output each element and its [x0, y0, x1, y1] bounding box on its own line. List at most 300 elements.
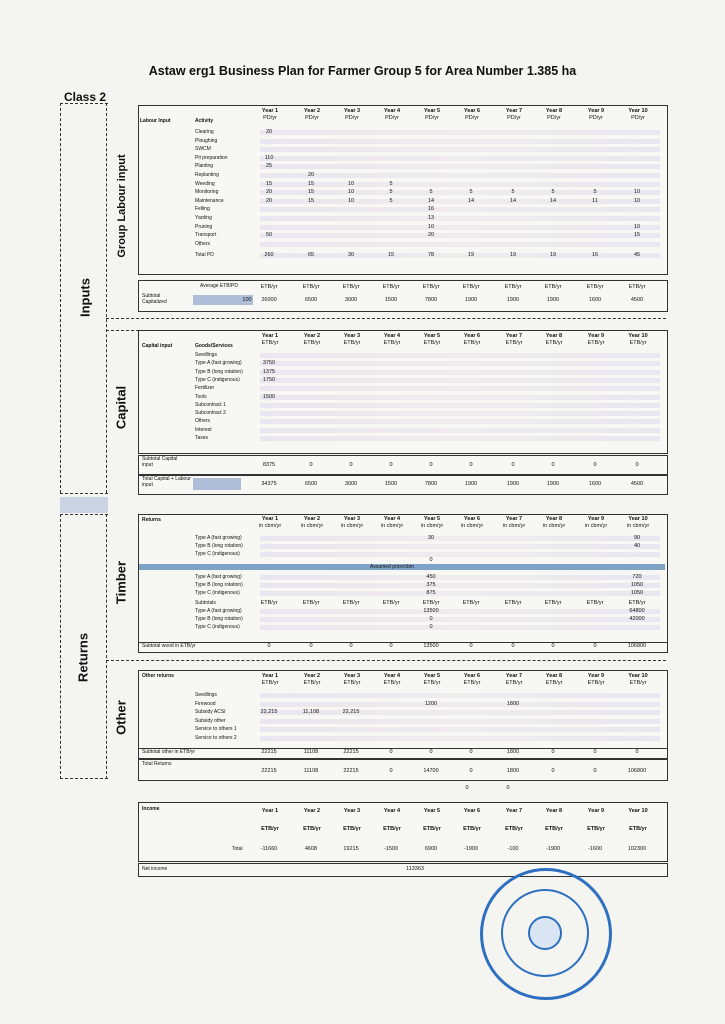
avg-label: Average ETB/PD	[200, 283, 238, 289]
other-unit-7: ETB/yr	[505, 680, 523, 686]
subsidy-acsi-y3: 22,215	[342, 709, 360, 715]
labour-etb-unit-1: ETB/yr	[260, 284, 278, 290]
labour-weeding-y1: 15	[265, 180, 273, 187]
timber-etb-unit-7: ETB/yr	[504, 600, 522, 606]
timber-etb-row-1: Type A (fast growing)	[195, 608, 242, 614]
timber-price-y5-3: 875	[426, 590, 436, 596]
other-total-y3: 22215	[343, 768, 359, 774]
other-unit-9: ETB/yr	[587, 680, 605, 686]
income-total-y10: 102300	[627, 846, 647, 852]
labour-monitoring-y10: 10	[633, 189, 641, 196]
labour-monitoring-y1: 20	[265, 189, 273, 196]
other-year-1: Year 1	[261, 673, 279, 679]
labour-monitoring-y4: 5	[389, 189, 393, 196]
income-total-y1: -11660	[260, 846, 278, 852]
timber-vol-y10-1: 90	[633, 535, 641, 541]
timber-etb-unit-5: ETB/yr	[422, 600, 440, 606]
activity-swcm: SWCM	[195, 146, 211, 153]
timber-unit-1: in cbm/yr	[258, 523, 282, 529]
labour-unit-2: PD/yr	[305, 115, 319, 121]
timber-price-row-2: Type B (long rotation)	[195, 582, 243, 588]
capital-unit-4: ETB/yr	[383, 340, 401, 346]
official-seal	[480, 868, 612, 1000]
timber-unit-5: in cbm/yr	[420, 523, 444, 529]
income-unit-5: ETB/yr	[423, 826, 441, 832]
timber-etb-unit-6: ETB/yr	[462, 600, 480, 606]
timber-subtotal-label: Subtotal wood in ETB/yr	[142, 643, 196, 649]
returns-label: Returns	[75, 632, 91, 683]
labour-header-col2: Activity	[195, 118, 214, 124]
income-year-4: Year 4	[383, 808, 401, 814]
labour-total-pd-y3: 30	[347, 252, 355, 259]
capital-unit-2: ETB/yr	[303, 340, 321, 346]
other-total-y1: 22215	[261, 768, 277, 774]
page-title: Astaw erg1 Business Plan for Farmer Group 5 for Area Number 1.385 ha	[148, 64, 577, 78]
labour-maintenance-y7: 14	[509, 197, 517, 204]
labour-transport-y10: 15	[633, 232, 641, 239]
capital-year-6: Year 6	[463, 333, 481, 339]
labour-etb-unit-7: ETB/yr	[504, 284, 522, 290]
capital-row-band	[260, 378, 660, 383]
activity-weeding: Weeding	[195, 180, 215, 187]
timber-row-band	[260, 583, 660, 588]
income-unit-7: ETB/yr	[505, 826, 523, 832]
capital-row-band	[260, 370, 660, 375]
timber-vol-y5-1: 30	[427, 535, 435, 541]
capital-item-type-b-long-rotation-: Type B (long rotation)	[195, 368, 243, 375]
timber-price-row-3: Type C (indigenous)	[195, 590, 240, 596]
capital-unit-5: ETB/yr	[423, 340, 441, 346]
timber-row-band	[260, 552, 660, 557]
income-year-7: Year 7	[505, 808, 523, 814]
timber-etb-row-2: Type B (long rotation)	[195, 616, 243, 622]
labour-felling-y5: 16	[427, 206, 435, 213]
returns-divider	[106, 660, 666, 661]
timber-subtotal-y7: 0	[511, 643, 515, 649]
labour-year-8: Year 8	[545, 108, 563, 114]
labour-year-3: Year 3	[343, 108, 361, 114]
capital-item-interest: Interest	[195, 426, 212, 433]
income-year-6: Year 6	[463, 808, 481, 814]
labour-row-band	[260, 216, 660, 221]
labour-unit-9: PD/yr	[589, 115, 603, 121]
capital-item-subcontract-1: Subcontract 1	[195, 401, 226, 408]
labour-etb-unit-9: ETB/yr	[586, 284, 604, 290]
other-header-col1: Other returns	[142, 673, 174, 679]
firewood-y7: 1800	[506, 700, 520, 707]
other-item-3: Subsidy ACSI	[195, 709, 226, 715]
income-total-label: Total	[232, 846, 243, 852]
labour-year-4: Year 4	[383, 108, 401, 114]
timber-vol-row-2: Type B (long rotation)	[195, 543, 243, 549]
activity-others: Others	[195, 240, 211, 247]
other-subtotal-y4: 0	[389, 749, 393, 755]
capital-year-10: Year 10	[628, 333, 648, 339]
other-unit-6: ETB/yr	[463, 680, 481, 686]
returns-frame-top	[60, 514, 108, 515]
income-total-y9: -1600	[587, 846, 603, 852]
capital-total-label: Total Capital + Labour input	[142, 476, 191, 488]
capital-row-band	[260, 386, 660, 391]
timber-year-4: Year 4	[383, 516, 401, 522]
other-unit-10: ETB/yr	[629, 680, 647, 686]
labour-total-pd-y1: 260	[264, 252, 274, 259]
labour-subtotal-y6: 1900	[464, 297, 478, 303]
timber-etb-row-3: Type C (indigenous)	[195, 624, 240, 630]
other-total-y2: 11108	[303, 768, 319, 774]
capital-unit-9: ETB/yr	[587, 340, 605, 346]
capital-row-band	[260, 353, 660, 358]
activity-felling: Felling	[195, 206, 210, 213]
other-year-7: Year 7	[505, 673, 523, 679]
labour-monitoring-y6: 5	[469, 189, 473, 196]
capital-unit-1: ETB/yr	[261, 340, 279, 346]
capital-subtotal-y4: 0	[389, 462, 393, 468]
timber-subtotals-label: Subtotals	[195, 600, 216, 606]
capital-row-band	[260, 411, 660, 416]
class-label: Class 2	[64, 90, 107, 104]
capital-total-y2: 6500	[304, 481, 318, 487]
labour-unit-6: PD/yr	[465, 115, 479, 121]
other-subtotal-y8: 0	[551, 749, 555, 755]
other-year-6: Year 6	[463, 673, 481, 679]
activity-planting: Planting	[195, 163, 214, 170]
other-unit-2: ETB/yr	[303, 680, 321, 686]
capital-total-y9: 1600	[588, 481, 602, 487]
capital-item-taxes: Taxes	[195, 435, 209, 441]
timber-year-8: Year 8	[545, 516, 563, 522]
income-unit-10: ETB/yr	[629, 826, 647, 832]
timber-row-band	[260, 617, 660, 622]
labour-year-2: Year 2	[303, 108, 321, 114]
other-subtotal-y6: 0	[469, 749, 473, 755]
timber-row-band	[260, 591, 660, 596]
capital-subtotal-y9: 0	[593, 462, 597, 468]
assumed-price-label: Assumed price/cbm	[370, 564, 414, 570]
timber-unit-10: in cbm/yr	[626, 523, 650, 529]
other-total-y6: 0	[469, 768, 473, 774]
capital-total-y5: 7800	[424, 481, 438, 487]
labour-clearing-y1: 20	[265, 129, 273, 135]
capital-item-type-a-fast-growing-: Type A (fast growing)	[195, 360, 242, 367]
capital-unit-6: ETB/yr	[463, 340, 481, 346]
labour-total-pd-y4: 15	[387, 252, 395, 259]
timber-etb-y5-3: 0	[429, 624, 433, 630]
labour-pit-preparation-y1: 110	[264, 154, 274, 161]
labour-subtotal-y9: 1600	[588, 297, 602, 303]
other-subtotal-y10: 0	[635, 749, 639, 755]
income-year-1: Year 1	[261, 808, 279, 814]
labour-monitoring-y5: 5	[429, 189, 433, 196]
timber-etb-unit-2: ETB/yr	[302, 600, 320, 606]
other-total-y10: 106800	[627, 768, 647, 774]
below-value-2: 0	[506, 785, 510, 791]
other-subtotal-y7: 1800	[506, 749, 520, 755]
labour-transport-y1: 50	[265, 232, 273, 239]
labour-etb-unit-2: ETB/yr	[302, 284, 320, 290]
labour-row-band	[260, 233, 660, 238]
net-income-value: 113363	[406, 866, 424, 872]
labour-subtotal-y2: 6500	[304, 297, 318, 303]
labour-subtotal-label: Subtotal Capitalized	[142, 293, 167, 305]
activity-monitoring: Monitoring	[195, 189, 219, 196]
timber-subtotal-y9: 0	[593, 643, 597, 649]
labour-unit-7: PD/yr	[507, 115, 521, 121]
labour-row-band	[260, 242, 660, 247]
labour-maintenance-y1: 20	[265, 197, 273, 204]
labour-year-10: Year 10	[628, 108, 648, 114]
avg-value: 100	[242, 297, 252, 303]
capital-value-type-c-indigenous-: 1750	[262, 376, 276, 383]
capital-value-type-b-long-rotation-: 1375	[262, 368, 276, 375]
separator-strip	[60, 497, 108, 513]
labour-monitoring-y3: 10	[347, 189, 355, 196]
capital-total-y10: 4500	[630, 481, 644, 487]
timber-label: Timber	[113, 560, 129, 605]
inputs-label: Inputs	[77, 278, 93, 317]
labour-year-9: Year 9	[587, 108, 605, 114]
capital-year-2: Year 2	[303, 333, 321, 339]
timber-price-y10-2: 1050	[630, 582, 644, 588]
timber-subtotal-y4: 0	[389, 643, 393, 649]
labour-row-band	[260, 156, 660, 161]
labour-subtotal-y3: 3000	[344, 297, 358, 303]
capital-subtotal-y1: 8375	[262, 462, 276, 468]
labour-etb-unit-10: ETB/yr	[628, 284, 646, 290]
capital-header-col1: Capital input	[142, 343, 173, 349]
capital-row-band	[260, 361, 660, 366]
returns-frame-left	[60, 514, 61, 779]
labour-row-band	[260, 147, 660, 152]
capital-header-col2: Goods/Services	[195, 343, 233, 349]
other-subtotal-y2: 11108	[303, 749, 319, 755]
other-unit-5: ETB/yr	[423, 680, 441, 686]
capital-year-5: Year 5	[423, 333, 441, 339]
labour-maintenance-y2: 15	[307, 197, 315, 204]
timber-unit-4: in cbm/yr	[380, 523, 404, 529]
returns-frame-inner	[106, 514, 107, 779]
activity-total-pd: Total PD	[195, 252, 214, 259]
income-year-3: Year 3	[343, 808, 361, 814]
subsidy-acsi-y1: 22,215	[260, 709, 278, 715]
capital-year-4: Year 4	[383, 333, 401, 339]
income-year-5: Year 5	[423, 808, 441, 814]
timber-row-band	[260, 536, 660, 541]
labour-year-7: Year 7	[505, 108, 523, 114]
other-subtotal-y1: 22215	[261, 749, 277, 755]
labour-monitoring-y2: 15	[307, 189, 315, 196]
timber-header-col1: Returns	[142, 517, 161, 523]
labour-subtotal-y1: 26000	[261, 297, 277, 303]
capital-row-band	[260, 419, 660, 424]
other-total-y5: 14700	[423, 768, 439, 774]
other-year-10: Year 10	[628, 673, 648, 679]
activity-pruning: Pruning	[195, 223, 213, 230]
other-label: Other	[113, 700, 129, 735]
capital-subtotal-y2: 0	[309, 462, 313, 468]
timber-unit-6: in cbm/yr	[460, 523, 484, 529]
timber-price-y5-2: 375	[426, 582, 436, 588]
timber-unit-9: in cbm/yr	[584, 523, 608, 529]
labour-year-6: Year 6	[463, 108, 481, 114]
capital-subtotal-y5: 0	[429, 462, 433, 468]
timber-etb-unit-3: ETB/yr	[342, 600, 360, 606]
below-value-1: 0	[465, 785, 469, 791]
other-subtotal-label: Subtotal other in ETB/yr	[142, 749, 196, 755]
other-item-1: Seedlings	[195, 692, 217, 698]
timber-etb-unit-1: ETB/yr	[260, 600, 278, 606]
timber-vol-row-3: Type C (indigenous)	[195, 551, 240, 557]
capital-unit-7: ETB/yr	[505, 340, 523, 346]
timber-year-5: Year 5	[423, 516, 441, 522]
timber-etb-y5-1: 13500	[423, 608, 439, 614]
labour-subtotal-y8: 1900	[546, 297, 560, 303]
subsidy-acsi-y2: 11,108	[302, 709, 320, 715]
capital-total-y4: 1500	[384, 481, 398, 487]
timber-etb-y10-2: 42000	[629, 616, 645, 622]
income-label: Income	[142, 806, 160, 812]
timber-year-7: Year 7	[505, 516, 523, 522]
timber-etb-unit-8: ETB/yr	[544, 600, 562, 606]
other-year-2: Year 2	[303, 673, 321, 679]
capital-subtotal-y6: 0	[469, 462, 473, 468]
other-unit-3: ETB/yr	[343, 680, 361, 686]
labour-unit-1: PD/yr	[263, 115, 277, 121]
capital-row-band	[260, 436, 660, 441]
timber-row-band	[260, 544, 660, 549]
seal-emblem	[528, 916, 562, 950]
timber-etb-y10-1: 64800	[629, 608, 645, 614]
capital-year-8: Year 8	[545, 333, 563, 339]
income-unit-9: ETB/yr	[587, 826, 605, 832]
labour-row-band	[260, 139, 660, 144]
other-row-band	[260, 727, 660, 732]
other-total-y8: 0	[551, 768, 555, 774]
capital-row-band	[260, 428, 660, 433]
timber-row-band	[260, 609, 660, 614]
other-subtotal-y9: 0	[593, 749, 597, 755]
timber-etb-unit-10: ETB/yr	[628, 600, 646, 606]
income-unit-8: ETB/yr	[545, 826, 563, 832]
labour-yarding-y5: 13	[427, 215, 435, 221]
timber-unit-2: in cbm/yr	[300, 523, 324, 529]
timber-year-3: Year 3	[343, 516, 361, 522]
other-year-8: Year 8	[545, 673, 563, 679]
other-year-3: Year 3	[343, 673, 361, 679]
other-item-2: Firewood	[195, 700, 216, 707]
total-returns-label: Total Returns	[142, 761, 172, 767]
other-row-band	[260, 736, 660, 741]
labour-weeding-y2: 15	[307, 180, 315, 187]
labour-weeding-y3: 10	[347, 180, 355, 187]
other-year-5: Year 5	[423, 673, 441, 679]
timber-year-9: Year 9	[587, 516, 605, 522]
timber-price-y10-3: 1050	[630, 590, 644, 596]
activity-yarding: Yarding	[195, 215, 212, 221]
labour-replanting-y2: 20	[307, 172, 315, 178]
capital-total-y3: 3000	[344, 481, 358, 487]
inputs-frame-top	[60, 103, 108, 104]
other-total-y9: 0	[593, 768, 597, 774]
capital-subtotal-y8: 0	[551, 462, 555, 468]
capital-row-band	[260, 395, 660, 400]
capital-year-1: Year 1	[261, 333, 279, 339]
capital-item-tools: Tools	[195, 393, 207, 400]
timber-year-2: Year 2	[303, 516, 321, 522]
labour-maintenance-y10: 10	[633, 197, 641, 204]
other-item-4: Subsidy other	[195, 717, 226, 724]
capital-year-9: Year 9	[587, 333, 605, 339]
timber-year-10: Year 10	[628, 516, 648, 522]
other-item-6: Service to others 2	[195, 734, 237, 741]
labour-unit-5: PD/yr	[425, 115, 439, 121]
timber-unit-7: in cbm/yr	[502, 523, 526, 529]
capital-subtotal-y3: 0	[349, 462, 353, 468]
other-item-5: Service to others 1	[195, 726, 237, 732]
timber-subtotal-y2: 0	[309, 643, 313, 649]
other-subtotal-y3: 22215	[343, 749, 359, 755]
labour-total-pd-y5: 78	[427, 252, 435, 259]
inputs-frame-bottom	[60, 493, 108, 494]
income-total-y8: -1900	[545, 846, 561, 852]
income-total-y6: -1900	[463, 846, 479, 852]
labour-unit-8: PD/yr	[547, 115, 561, 121]
income-unit-3: ETB/yr	[343, 826, 361, 832]
labour-monitoring-y8: 5	[551, 189, 555, 196]
other-subtotal-y5: 0	[429, 749, 433, 755]
income-year-8: Year 8	[545, 808, 563, 814]
net-income-label: Net income	[142, 866, 168, 872]
capital-unit-8: ETB/yr	[545, 340, 563, 346]
timber-etb-unit-9: ETB/yr	[586, 600, 604, 606]
other-unit-4: ETB/yr	[383, 680, 401, 686]
timber-subtotal-y1: 0	[267, 643, 271, 649]
income-total-y5: 6900	[424, 846, 438, 852]
labour-unit-3: PD/yr	[345, 115, 359, 121]
labour-monitoring-y7: 5	[511, 189, 515, 196]
timber-price-y5-1: 450	[426, 574, 436, 580]
labour-etb-unit-8: ETB/yr	[544, 284, 562, 290]
timber-subtotal-y3: 0	[349, 643, 353, 649]
income-year-9: Year 9	[587, 808, 605, 814]
capital-value-type-a-fast-growing-: 3750	[262, 360, 276, 367]
activity-pit-preparation: Pit preparation	[195, 154, 228, 161]
activity-ploughing: Ploughing	[195, 137, 218, 144]
labour-etb-unit-4: ETB/yr	[382, 284, 400, 290]
labour-maintenance-y4: 5	[389, 197, 393, 204]
labour-unit-4: PD/yr	[385, 115, 399, 121]
timber-row-band	[260, 575, 660, 580]
timber-unit-8: in cbm/yr	[542, 523, 566, 529]
income-unit-2: ETB/yr	[303, 826, 321, 832]
other-row-band	[260, 702, 660, 707]
other-unit-8: ETB/yr	[545, 680, 563, 686]
capital-unit-3: ETB/yr	[343, 340, 361, 346]
capital-item-fertilizer: Fertilizer	[195, 385, 215, 392]
labour-subtotal-y7: 1900	[506, 297, 520, 303]
capital-subtotal-label: Subtotal Capital input	[142, 456, 178, 468]
timber-row-band	[260, 625, 660, 630]
returns-frame-bottom	[60, 778, 108, 779]
labour-monitoring-y9: 5	[593, 189, 597, 196]
activity-replanting: Replanting	[195, 172, 219, 178]
timber-unit-3: in cbm/yr	[340, 523, 364, 529]
labour-total-pd-y9: 16	[591, 252, 599, 259]
other-year-9: Year 9	[587, 673, 605, 679]
income-unit-1: ETB/yr	[261, 826, 279, 832]
other-year-4: Year 4	[383, 673, 401, 679]
labour-header-col1: Labour Input	[140, 118, 171, 124]
